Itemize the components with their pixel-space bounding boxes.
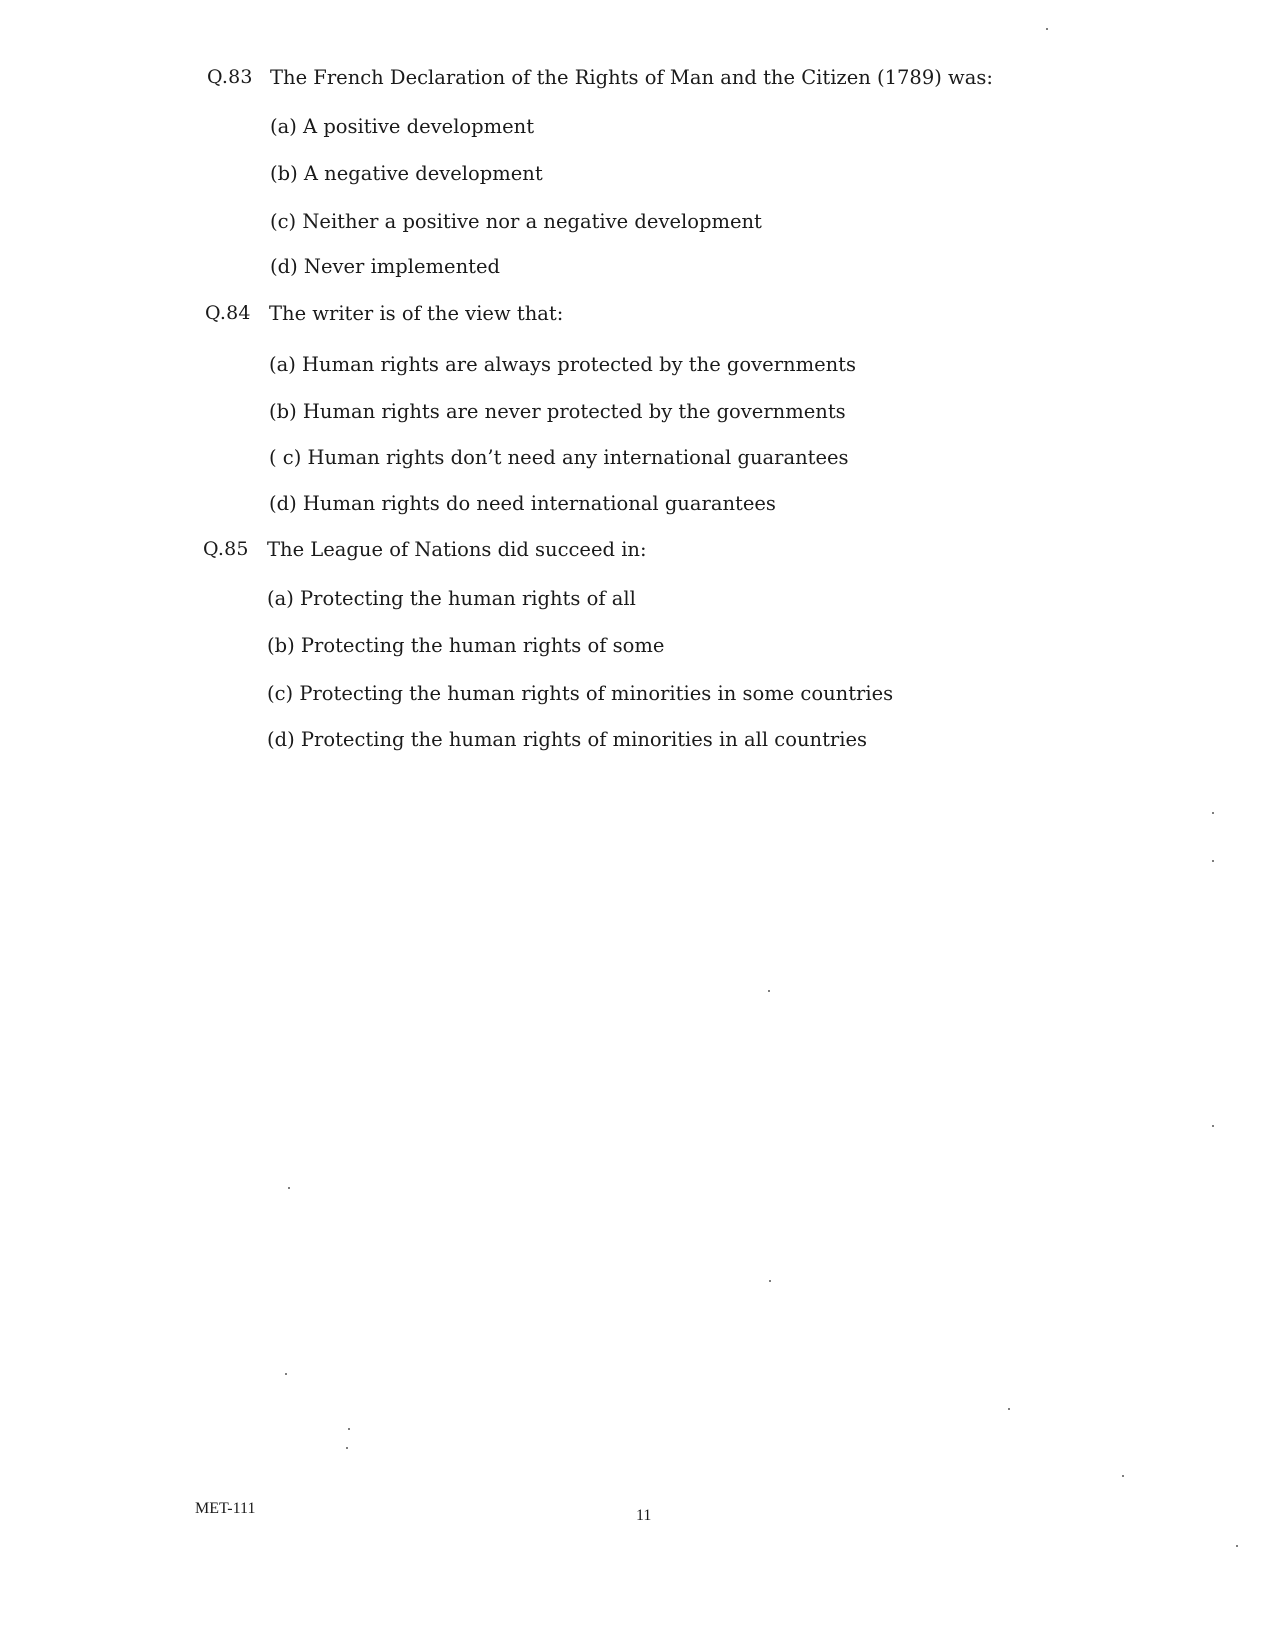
scan-speck <box>288 1187 290 1189</box>
option-c: (c) Protecting the human rights of minorities in some countries <box>267 682 894 705</box>
scan-speck <box>769 1280 771 1282</box>
option-b: (b) A negative development <box>270 162 543 185</box>
option-b: (b) Human rights are never protected by the governments <box>269 400 846 423</box>
scan-speck <box>1008 1408 1010 1410</box>
option-c: ( c) Human rights don’t need any international guarantees <box>269 446 849 469</box>
option-d: (d) Never implemented <box>270 255 501 278</box>
question-text: The writer is of the view that: <box>269 302 564 325</box>
option-a: (a) Human rights are always protected by the governments <box>269 353 857 376</box>
option-d: (d) Human rights do need international guarantees <box>269 492 776 515</box>
document-code: MET-111 <box>195 1500 256 1517</box>
question-number: Q.83 <box>207 66 253 88</box>
question-text: The French Declaration of the Rights of Man and the Citizen (1789) was: <box>270 66 993 89</box>
question-number: Q.85 <box>203 538 249 560</box>
scan-speck <box>768 990 770 992</box>
option-b: (b) Protecting the human rights of some <box>267 634 665 657</box>
scan-speck <box>348 1428 350 1430</box>
option-a: (a) Protecting the human rights of all <box>267 587 636 610</box>
option-d: (d) Protecting the human rights of minorities in all countries <box>267 728 868 751</box>
scan-speck <box>1122 1475 1124 1477</box>
option-a: (a) A positive development <box>270 115 535 138</box>
option-c: (c) Neither a positive nor a negative development <box>270 210 762 233</box>
scan-speck <box>1212 860 1214 862</box>
question-text: The League of Nations did succeed in: <box>267 538 647 561</box>
scan-speck <box>1046 28 1048 30</box>
page-number: 11 <box>636 1507 652 1524</box>
scan-speck <box>285 1373 287 1375</box>
question-number: Q.84 <box>205 302 251 324</box>
scan-speck <box>1212 1125 1214 1127</box>
scan-speck <box>346 1447 348 1449</box>
scan-speck <box>1236 1545 1238 1547</box>
scan-speck <box>1212 812 1214 814</box>
